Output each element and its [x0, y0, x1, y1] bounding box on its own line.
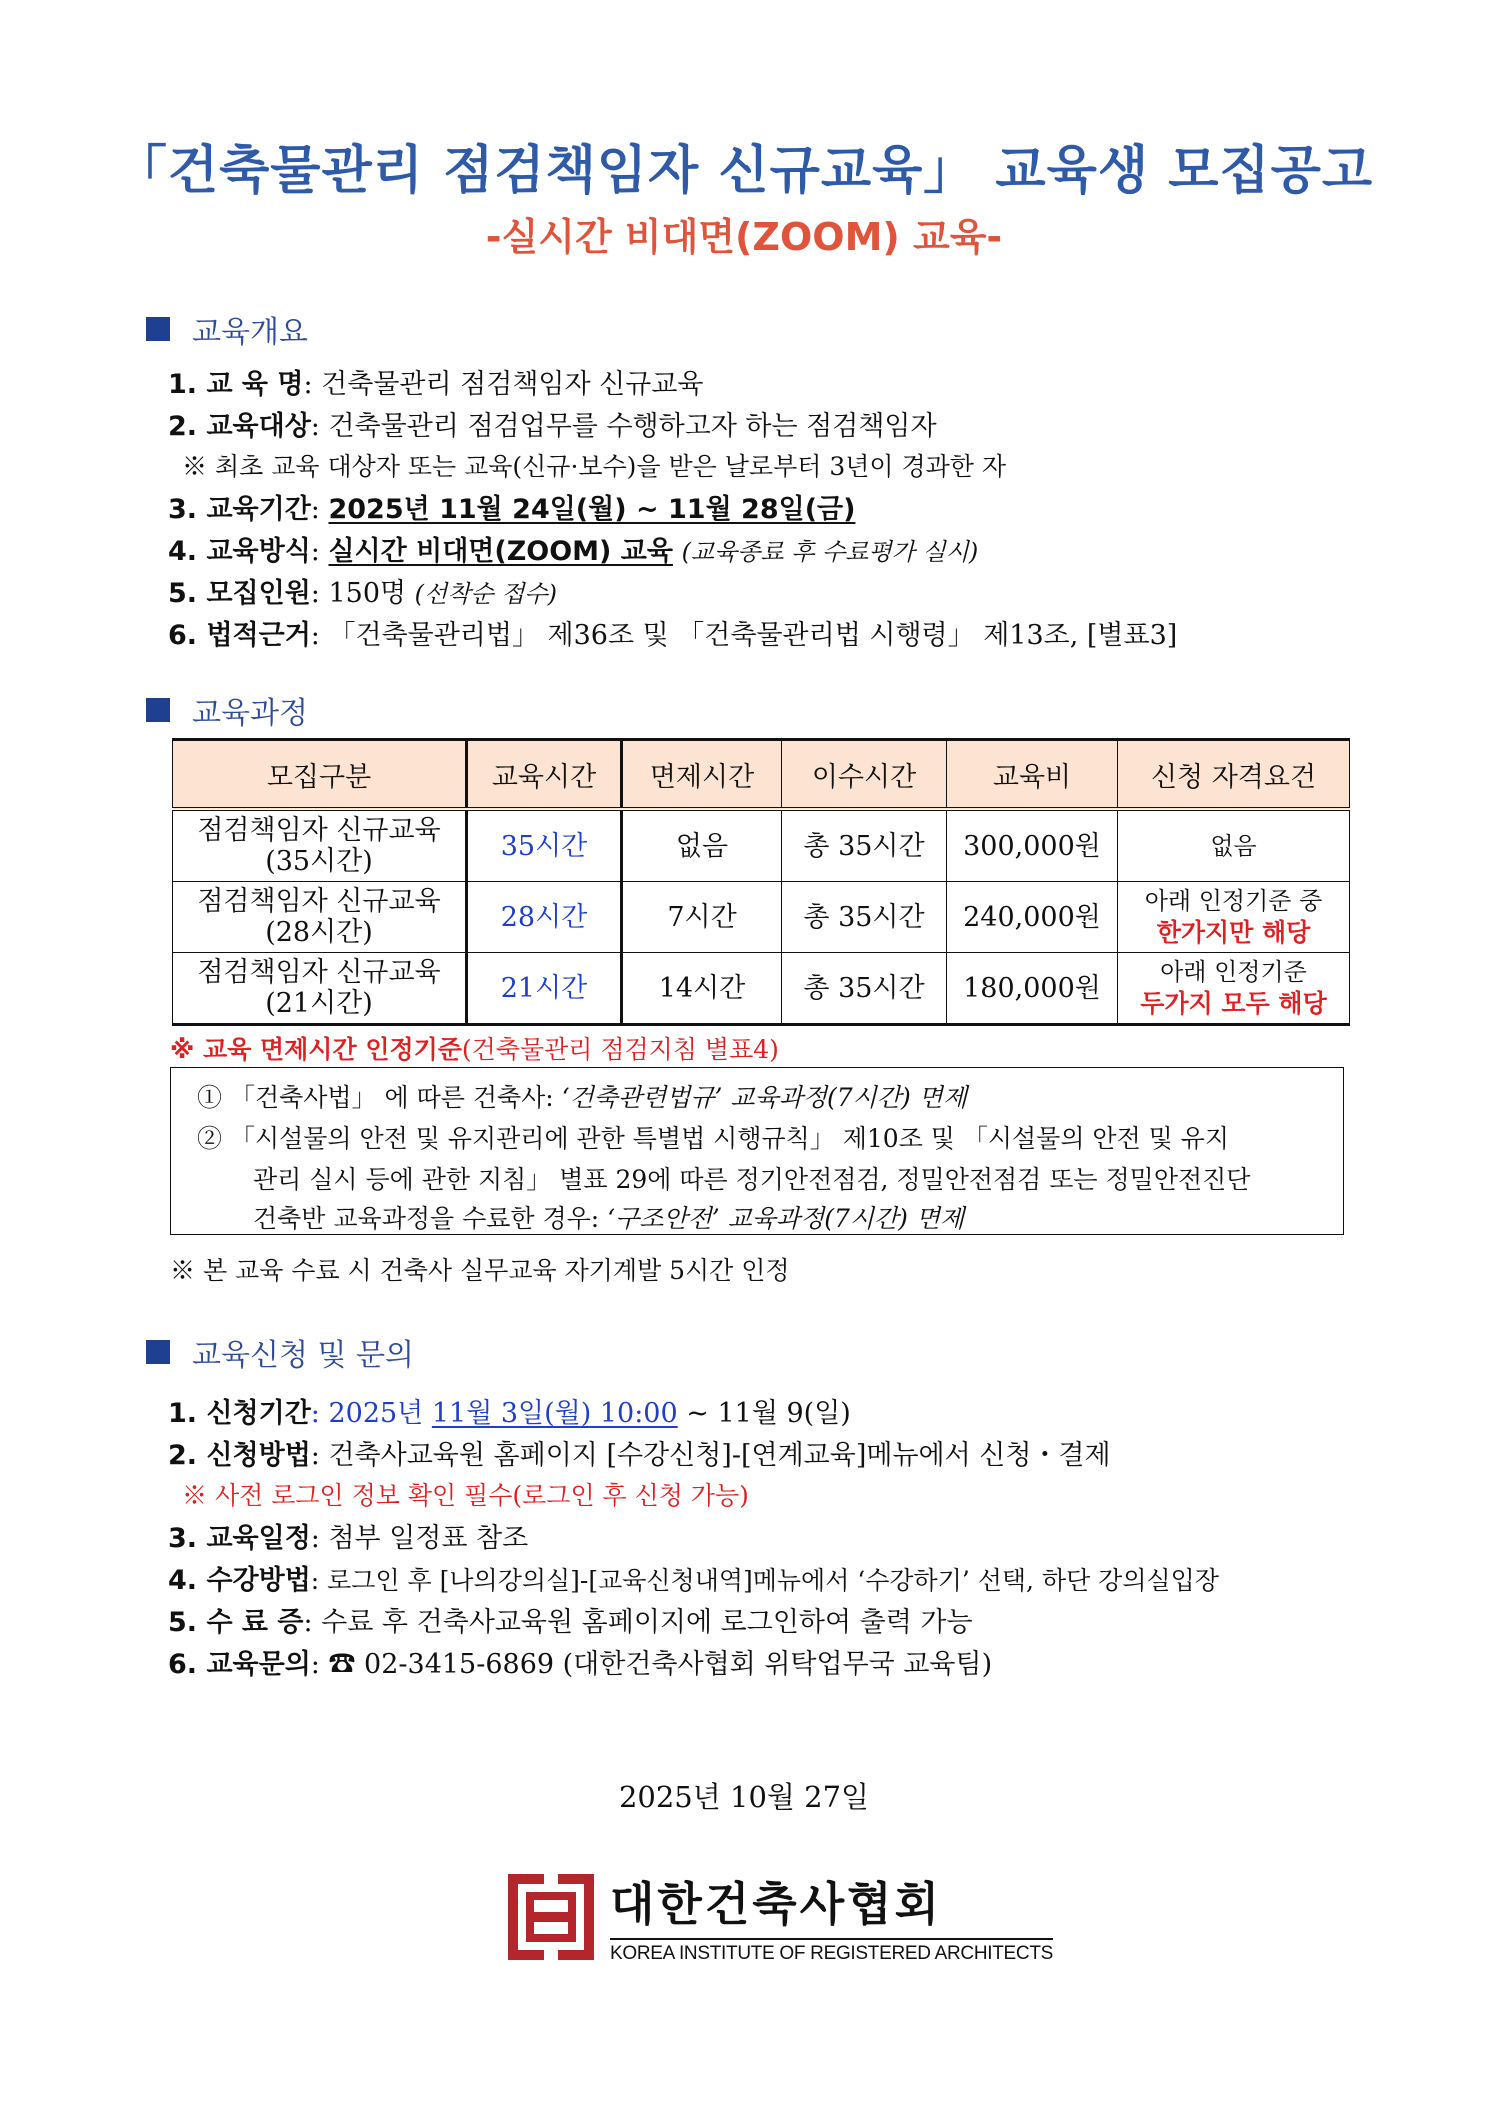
- exempt-cell: 7시간: [622, 882, 782, 953]
- course-table: [172, 738, 1350, 1026]
- course-name-cell: 점검책임자 신규교육 (28시간): [173, 882, 467, 953]
- square-bullet-icon: [146, 317, 170, 341]
- criterion-2-end: 건축반 교육과정을 수료한 경우: ‘구조안전’ 교육과정(7시간) 면제: [253, 1204, 965, 1233]
- apply-method: 2. 신청방법: 건축사교육원 홈페이지 [수강신청]-[연계교육]메뉴에서 신청・결제: [168, 1440, 1111, 1471]
- section-course-heading: 교육과정: [146, 688, 308, 732]
- apply-contact: 6. 교육문의: ☎ 02-3415-6869 (대한건축사협회 위탁업무국 교육팀): [168, 1649, 993, 1680]
- overview-item-course-name: 1. 교 육 명: 건축물관리 점검책임자 신규교육: [168, 369, 704, 400]
- exempt-cell: 없음: [622, 809, 782, 882]
- org-logo: [508, 1868, 1053, 1965]
- org-name-english: KOREA INSTITUTE OF REGISTERED ARCHITECTS: [610, 1938, 1053, 1965]
- qualification-cell: 아래 인정기준 두가지 모두 해당: [1118, 953, 1350, 1025]
- table-row: [173, 953, 1350, 1025]
- hours-cell: 21시간: [467, 953, 622, 1025]
- table-row: [173, 882, 1350, 953]
- apply-schedule: 3. 교육일정: 첨부 일정표 참조: [168, 1523, 529, 1554]
- issue-date: 2025년 10월 27일: [618, 1780, 870, 1814]
- column-header: 면제시간: [622, 740, 782, 810]
- section-overview-heading: 교육개요: [146, 307, 308, 351]
- total-cell: 총 35시간: [782, 953, 947, 1025]
- total-cell: 총 35시간: [782, 809, 947, 882]
- org-name-korean: 대한건축사협회: [610, 1877, 943, 1931]
- criterion-2-cont: 관리 실시 등에 관한 지침」 별표 29에 따른 정기안전점검, 정밀안전점검 또는 정밀안전진단: [253, 1165, 1251, 1194]
- apply-period: 1. 신청기간: 2025년 11월 3일(월) 10:00 ~ 11월 9(일): [168, 1398, 851, 1429]
- table-row: [173, 809, 1350, 882]
- section-apply-heading: 교육신청 및 문의: [146, 1330, 414, 1374]
- fee-cell: 180,000원: [947, 953, 1118, 1025]
- page-title: 「건축물관리 점검책임자 신규교육」 교육생 모집공고: [114, 141, 1374, 201]
- hours-cell: 35시간: [467, 809, 622, 882]
- overview-item-method: 4. 교육방식: 실시간 비대면(ZOOM) 교육 (교육종료 후 수료평가 실시): [168, 536, 979, 567]
- exempt-criteria-title: ※ 교육 면제시간 인정기준(건축물관리 점검지침 별표4): [170, 1035, 779, 1064]
- org-logo-mark-icon: [508, 1874, 594, 1960]
- column-header: 교육시간: [467, 740, 622, 810]
- square-bullet-icon: [146, 1340, 170, 1364]
- column-header: 이수시간: [782, 740, 947, 810]
- overview-item-legal-basis: 6. 법적근거: 「건축물관리법」 제36조 및 「건축물관리법 시행령」 제13조, [별표3]: [168, 620, 1178, 651]
- apply-certificate: 5. 수 료 증: 수료 후 건축사교육원 홈페이지에 로그인하여 출력 가능: [168, 1607, 973, 1638]
- course-name-cell: 점검책임자 신규교육 (35시간): [173, 809, 467, 882]
- overview-item-period: 3. 교육기간: 2025년 11월 24일(월) ~ 11월 28일(금): [168, 494, 856, 525]
- hours-cell: 28시간: [467, 882, 622, 953]
- fee-cell: 300,000원: [947, 809, 1118, 882]
- fee-cell: 240,000원: [947, 882, 1118, 953]
- qualification-cell: 없음: [1118, 809, 1350, 882]
- course-name-cell: 점검책임자 신규교육 (21시간): [173, 953, 467, 1025]
- apply-attend: 4. 수강방법: 로그인 후 [나의강의실]-[교육신청내역]메뉴에서 ‘수강하기’ 선택, 하단 강의실입장: [168, 1565, 1219, 1596]
- criterion-1: ① 「건축사법」 에 따른 건축사: ‘건축관련법규’ 교육과정(7시간) 면제: [197, 1083, 967, 1112]
- exempt-cell: 14시간: [622, 953, 782, 1025]
- credit-note: ※ 본 교육 수료 시 건축사 실무교육 자기계발 5시간 인정: [170, 1256, 790, 1285]
- overview-item-target: 2. 교육대상: 건축물관리 점검업무를 수행하고자 하는 점검책임자: [168, 411, 937, 442]
- criterion-2: ② 「시설물의 안전 및 유지관리에 관한 특별법 시행규칙」 제10조 및 「시설물의 안전 및 유지: [197, 1124, 1230, 1153]
- page-subtitle: -실시간 비대면(ZOOM) 교육-: [485, 215, 1003, 259]
- total-cell: 총 35시간: [782, 882, 947, 953]
- table-header-row: [173, 740, 1350, 810]
- qualification-cell: 아래 인정기준 중 한가지만 해당: [1118, 882, 1350, 953]
- login-note: ※ 사전 로그인 정보 확인 필수(로그인 후 신청 가능): [182, 1481, 749, 1510]
- column-header: 교육비: [947, 740, 1118, 810]
- square-bullet-icon: [146, 698, 170, 722]
- exempt-criteria-box: [170, 1067, 1344, 1235]
- target-note: ※ 최초 교육 대상자 또는 교육(신규·보수)을 받은 날로부터 3년이 경과한 자: [182, 452, 1007, 481]
- column-header: 신청 자격요건: [1118, 740, 1350, 810]
- column-header: 모집구분: [173, 740, 467, 810]
- overview-item-capacity: 5. 모집인원: 150명 (선착순 접수): [168, 578, 557, 609]
